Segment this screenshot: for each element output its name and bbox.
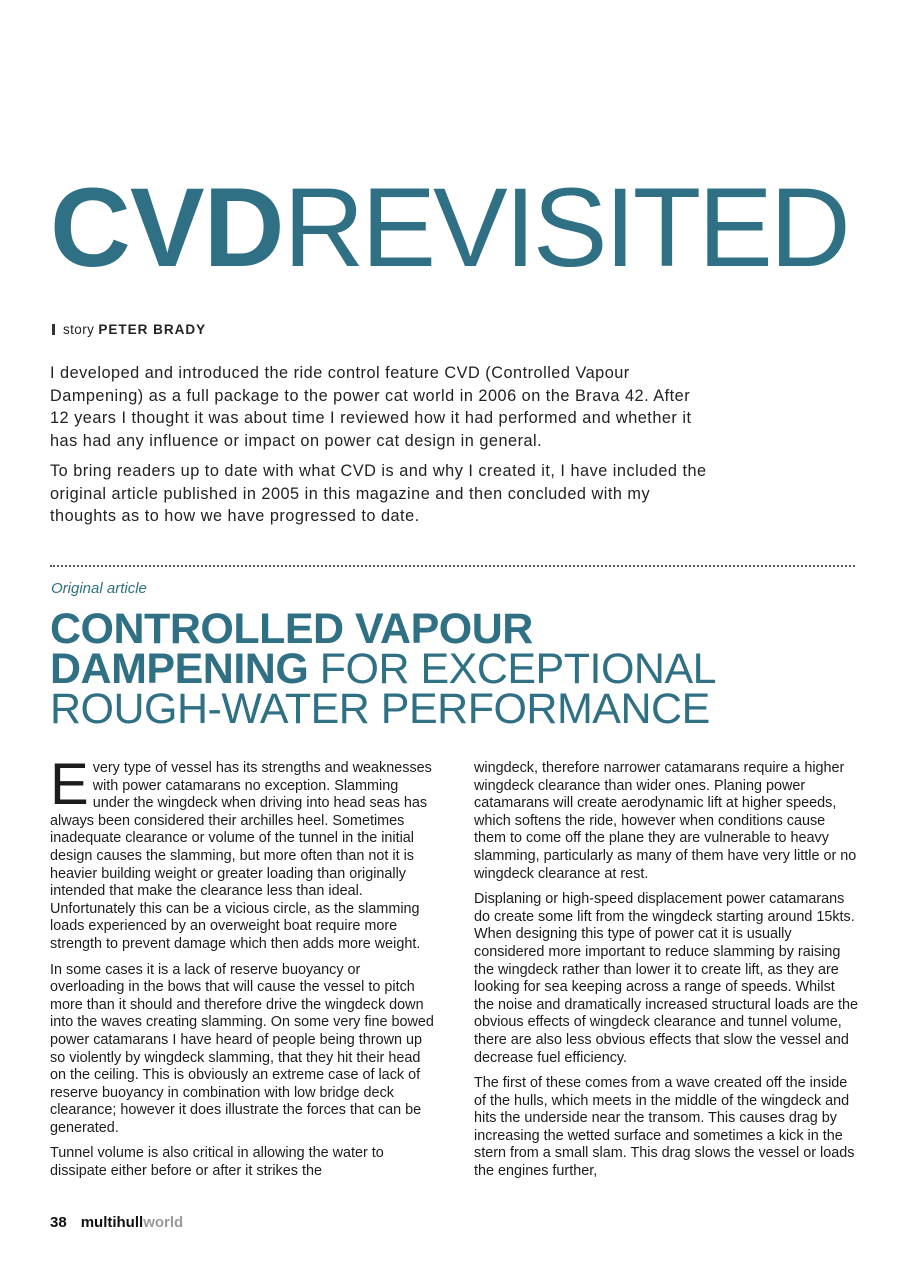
headline-line-3: ROUGH-WATER PERFORMANCE <box>50 685 710 733</box>
dotted-divider <box>50 565 855 567</box>
intro-paragraph: I developed and introduced the ride control feature CVD (Controlled Vapour Dampening) as a full package to the power cat world in 2006 on the Brava 42. After 12 years I thought it was about time I reviewed how it had performed and whether it has had any influence or impact on power cat design in general. <box>50 364 692 450</box>
title-light-part: REVISITED <box>283 165 848 290</box>
byline-author: PETER BRADY <box>98 322 207 337</box>
section-kicker: Original article <box>51 580 147 597</box>
brand-name-light: world <box>143 1214 184 1231</box>
page-number: 38 <box>50 1214 67 1231</box>
body-paragraph: The first of these comes from a wave created off the inside of the hulls, which meets in the middle of the wingdeck and hits the underside near the transom. This causes drag by increasing the wetted surface and sometimes a kick in the stern from a small slam. This drag slows the vessel or loads the engines further, <box>474 1075 855 1180</box>
body-paragraph: Displaning or high-speed displacement power catamarans do create some lift from the wingdeck starting around 15kts. When designing this type of power cat it is usually considered more important to reduce slamming by raising the wingdeck rather than lower it to create lift, as they are looking for sea keeping across a range of speeds. Whilst the noise and dramatically increased structural loads are the obvious effects of wingdeck clearance and tunnel volume, there are also less obvious effects that slow the vessel and decrease fuel efficiency. <box>474 891 858 1066</box>
body-column-right <box>474 760 858 1189</box>
body-paragraph <box>50 752 434 954</box>
byline <box>52 322 206 337</box>
drop-cap: E <box>50 752 89 817</box>
body-paragraph: Tunnel volume is also critical in allowing the water to dissipate either before or after it strikes the <box>50 1145 384 1180</box>
byline-bar <box>52 324 55 335</box>
headline-line-2-bold: DAMPENING <box>50 645 309 693</box>
intro-text <box>50 362 710 536</box>
brand-name-bold: multihull <box>80 1214 144 1231</box>
article-headline <box>50 605 810 733</box>
page-footer <box>50 1214 183 1231</box>
byline-prefix: story <box>63 322 95 337</box>
headline-line-2-light: FOR EXCEPTIONAL <box>308 645 717 693</box>
intro-paragraph: To bring readers up to date with what CVD is and why I created it, I have included the original article published in 2005 in this magazine and then concluded with my thoughts as to how we have progressed to date. <box>50 462 707 525</box>
title-bold-part: CVD <box>50 165 284 290</box>
body-paragraph: In some cases it is a lack of reserve buoyancy or overloading in the bows that will cause the vessel to pitch more than it should and therefore drive the wingdeck down into the waves creating slamming. On some very fine bowed power catamarans I have heard of people being thrown up so violently by wingdeck slamming, that they hit their head on the ceiling. This is obviously an extreme case of lack of reserve buoyancy in combination with low bridge deck clearance; however it does illustrate the forces that can be generated. <box>50 961 434 1136</box>
body-paragraph-text: very type of vessel has its strengths and weaknesses with power catamarans no exception. Slamming under the wingdeck when driving into head seas has always been considered their archilles heel. Sometimes inadequate clearance or volume of the tunnel in the initial design causes the slamming, but more often than not it is heavier building weight or greater loading than originally intended that make the clearance less than ideal. Unfortunately this can be a vicious circle, as the slamming loads experienced by an overweight boat require more strength to prevent damage which then adds more weight. <box>50 760 432 952</box>
body-paragraph: wingdeck, therefore narrower catamarans require a higher wingdeck clearance than wider ones. Planing power catamarans will create aerodynamic lift at higher speeds, which softens the ride, however when conditions cause them to come off the plane they are vulnerable to heavy slamming, particularly as many of them have very little or no wingdeck clearance at rest. <box>474 760 857 882</box>
headline-line-1: CONTROLLED VAPOUR <box>50 605 533 653</box>
article-title <box>50 165 848 290</box>
body-column-left <box>50 752 434 1189</box>
